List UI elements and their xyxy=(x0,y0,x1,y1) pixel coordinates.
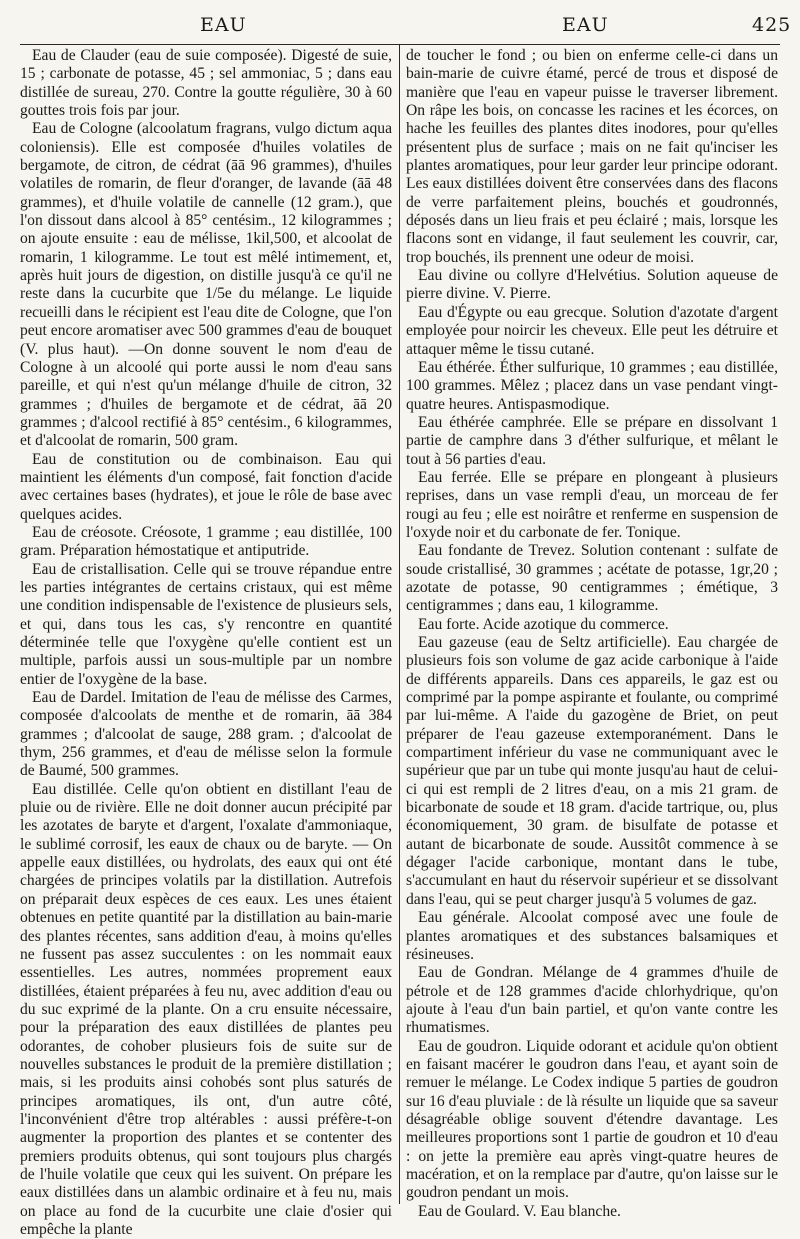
right-column xyxy=(406,47,778,1221)
entry-eau-de-cologne: Eau de Cologne (alcoolatum fragrans, vulgo dictum aqua coloniensis). Elle est composée d'huiles volatiles de bergamote, de citron, de cédrat (āā 96 grammes), d'huiles volatiles de romarin, de fleur d'oranger, de lavande (āā 48 grammes), et d'huile volatile de cannelle (12 gram.), que l'on dissout dans alcool à 85° centésim., 12 kilogrammes ; on ajoute ensuite : eau de mélisse, 1kil,500, et alcoolat de romarin, 1 kilogramme. Le tout est mêlé intimement, et, après huit jours de digestion, on distille jusqu'à ce qu'il ne reste dans la cucurbite que 1/5e du mélange. Le liquide recueilli dans le récipient est l'eau dite de Cologne, que l'on peut encore aromatiser avec 500 grammes d'eau de bouquet (V. plus haut). —On donne souvent le nom d'eau de Cologne à un alcoolé qui porte aussi le nom d'eau sans pareille, et qui n'est qu'un mélange d'huile de citron, 32 grammes ; d'huiles de bergamote et de cédrat, āā 20 grammes ; d'alcool rectifié à 85° centésim., 6 kilogrammes, et d'alcoolat de romarin, 500 gram. xyxy=(20,120,392,450)
column-divider xyxy=(399,44,400,1204)
entry-eau-fondante-de-trevez: Eau fondante de Trevez. Solution contenant : sulfate de soude cristallisé, 30 grammes ; acétate de potasse, 1gr,20 ; azotate de potasse, 90 centigrammes ; émétique, 3 centigrammes ; dans eau, 1 kilogramme. xyxy=(406,542,778,615)
running-head-left: EAU xyxy=(200,14,247,36)
entry-eau-forte: Eau forte. Acide azotique du commerce. xyxy=(418,615,669,633)
entry-eau-distillee: Eau distillée. Celle qu'on obtient en distillant l'eau de pluie ou de rivière. Elle ne doit donner aucun précipité par les azotates de baryte et d'argent, l'oxalate d'ammoniaque, le sublimé corrosif, les eaux de chaux ou de baryte. — On appelle eaux distillées, ou hydrolats, des eaux qui ont été chargées de principes volatils par la distillation. Autrefois on préparait deux espèces de ces eaux. Les unes étaient obtenues en petite quantité par la distillation au bain-marie des plantes récentes, sans addition d'eau, à moins qu'elles ne fussent pas assez succulentes : on les nommait eaux essentielles. Les autres, nommées proprement eaux distillées, étaient préparées à feu nu, avec addition d'eau ou du suc exprimé de la plante. On a cru ensuite nécessaire, pour la préparation des eaux distillées de plantes peu odorantes, de cohober plusieurs fois de suite sur de nouvelles substances le produit de la première distillation ; mais, si les produits ainsi cohobés sont plus saturés de principes aromatiques, ils ont, d'un autre côté, l'inconvénient d'être trop altérables : aussi préfère-t-on augmenter la proportion des plantes et se contenter des premiers produits obtenus, qui sont toujours plus chargés de l'huile volatile que ceux qui les suivent. On prépare les eaux distillées dans un alambic ordinaire et à feu nu, mais on place au fond de la cucurbite une claie d'osier qui empêche la plante xyxy=(20,780,392,1238)
entry-eau-divine: Eau divine ou collyre d'Helvétius. Solution aqueuse de pierre divine. V. Pierre. xyxy=(406,267,778,303)
entry-eau-d-egypte: Eau d'Égypte ou eau grecque. Solution d'azotate d'argent employée pour noircir les cheveux. Elle peut les détruire et attaquer même le tissu cutané. xyxy=(406,303,778,358)
entry-eau-de-gondran: Eau de Gondran. Mélange de 4 grammes d'huile de pétrole et de 128 grammes d'acide chlorhydrique, qu'on ajoute à l'eau d'un bain partiel, et qu'on vante contre les rhumatismes. xyxy=(406,964,778,1037)
entry-eau-distillee-continued: de toucher le fond ; ou bien on enferme celle-ci dans un bain-marie de cuivre étamé, percé de trous et disposé de manière que l'eau en vapeur puisse le traverser librement. On râpe les bois, on concasse les racines et les écorces, on hache les feuilles des plantes dites inodores, pour qu'elles présentent plus de surface ; mais on ne fait qu'inciser les plantes aromatiques, pour leur garder leur principe odorant. Les eaux distillées doivent être conservées dans des flacons de verre parfaitement pleins, bouchés et goudronnés, déposés dans un lieu frais et peu éclairé ; mais, lorsque les flacons sont en vidange, il faut seulement les couvrir, car, trop bouchés, ils prennent une odeur de moisi. xyxy=(406,47,778,266)
entry-eau-de-creosote: Eau de créosote. Créosote, 1 gramme ; eau distillée, 100 gram. Préparation hémostatique et antiputride. xyxy=(20,523,392,560)
entry-eau-etheree-camphree: Eau éthérée camphrée. Elle se prépare en dissolvant 1 partie de camphre dans 3 d'éther sulfurique, et mêlant le tout à 56 parties d'eau. xyxy=(406,413,778,468)
left-column xyxy=(20,47,392,1239)
entry-eau-de-cristallisation: Eau de cristallisation. Celle qui se trouve répandue entre les parties intégrantes de certains cristaux, qui est même une condition indispensable de l'existence de plusieurs sels, et qui, dans tous les cas, s'y rencontre en quantité déterminée telle que l'oxygène qu'elle contient est un multiple, parfois aussi un sous-multiple par un nombre entier de l'oxygène de la base. xyxy=(20,560,392,688)
entry-eau-de-clauder: Eau de Clauder (eau de suie composée). Digesté de suie, 15 ; carbonate de potasse, 45 ; sel ammoniac, 5 ; dans eau distillée de sureau, 270. Contre la goutte régulière, 30 à 60 gouttes trois fois par jour. xyxy=(20,47,392,120)
page-number: 425 xyxy=(752,14,792,36)
entry-eau-de-constitution: Eau de constitution ou de combinaison. Eau qui maintient les éléments d'un composé, fait fonction d'acide avec certaines bases (hydrates), et joue le rôle de base avec quelques acides. xyxy=(20,450,392,523)
entry-eau-gazeuse: Eau gazeuse (eau de Seltz artificielle). Eau chargée de plusieurs fois son volume de gaz acide carbonique à l'aide de différents appareils. Dans ces appareils, le gaz est ou comprimé par la pompe aspirante et foulante, ou comprimé par lui-même. A l'aide du gazogène de Briet, on peut préparer de l'eau gazeuse extemporanément. Dans le compartiment inférieur du vase ne communiquant avec le supérieur que par un tube qui monte jusqu'au haut de celui-ci qui est rempli de 2 litres d'eau, on a mis 21 gram. de bicarbonate de soude et 18 gram. d'acide tartrique, ou, plus économiquement, 30 gram. de bisulfate de potasse et autant de bicarbonate de soude. Aussitôt commence à se dégager l'acide carbonique, montant dans le tube, s'accumulant en haut du réservoir supérieur et se dissolvant dans l'eau, qui se peut charger jusqu'à 5 volumes de gaz. xyxy=(406,634,778,908)
header-rule xyxy=(20,44,780,45)
entry-eau-de-goudron: Eau de goudron. Liquide odorant et acidule qu'on obtient en faisant macérer le goudron dans l'eau, et ayant soin de remuer le mélange. Le Codex indique 5 parties de goudron sur 16 d'eau pluviale : de là résulte un liquide que sa saveur désagréable oblige souvent d'étendre davantage. Les meilleures proportions sont 1 partie de goudron et 10 d'eau : on jette la première eau après vingt-quatre heures de macération, et on la remplace par d'autre, qu'on laisse sur le goudron pendant un mois. xyxy=(406,1037,778,1202)
running-head-center: EAU xyxy=(562,14,609,36)
entry-eau-generale: Eau générale. Alcoolat composé avec une foule de plantes aromatiques et des substances balsamiques et résineuses. xyxy=(406,909,778,963)
entry-eau-de-dardel: Eau de Dardel. Imitation de l'eau de mélisse des Carmes, composée d'alcoolats de menthe et de romarin, āā 384 grammes ; d'alcoolat de sauge, 288 gram. ; d'alcoolat de thym, 256 grammes, et d'eau de mélisse selon la formule de Baumé, 500 grammes. xyxy=(20,689,392,780)
entry-eau-de-goulard: Eau de Goulard. V. Eau blanche. xyxy=(418,1202,621,1220)
entry-eau-etheree: Eau éthérée. Éther sulfurique, 10 grammes ; eau distillée, 100 grammes. Mêlez ; placez dans un vase pendant vingt-quatre heures. Antispasmodique. xyxy=(406,358,778,413)
entry-eau-ferree: Eau ferrée. Elle se prépare en plongeant à plusieurs reprises, dans un vase rempli d'eau, un morceau de fer rougi au feu ; elle est noirâtre et renferme en suspension de l'oxyde noir et du carbonate de fer. Tonique. xyxy=(406,468,778,541)
